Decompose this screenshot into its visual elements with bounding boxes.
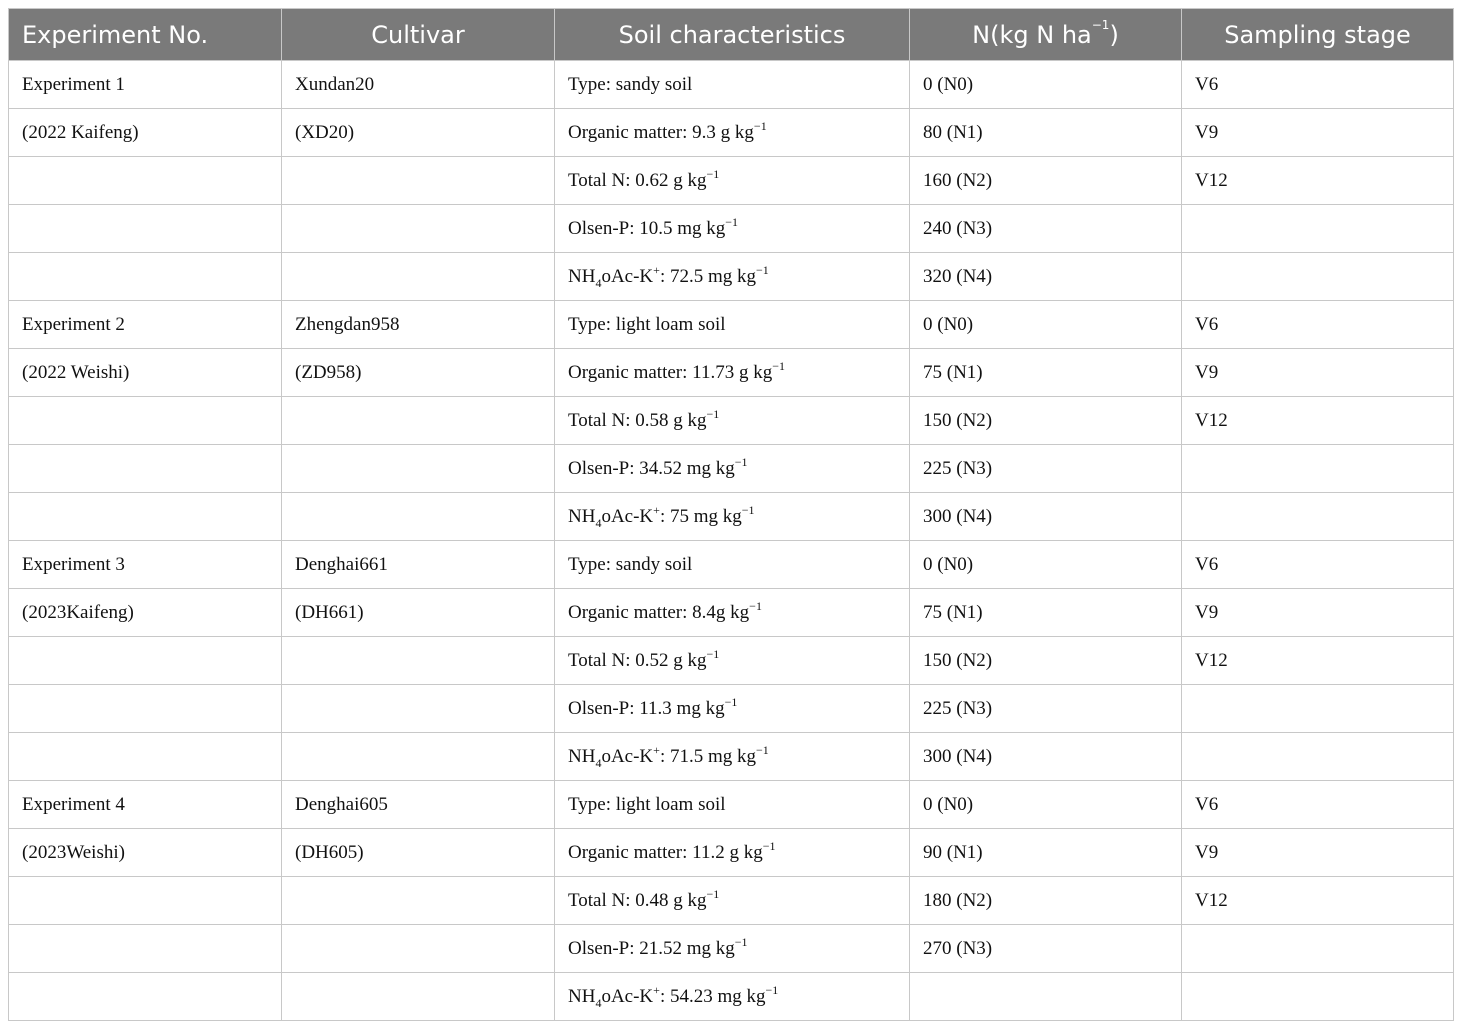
cell-stage bbox=[1182, 973, 1454, 1021]
cell-cultivar: Xundan20 bbox=[282, 61, 555, 109]
cell-n-rate: 300 (N4) bbox=[910, 733, 1182, 781]
cell-soil bbox=[555, 541, 910, 589]
header-experiment: Experiment No. bbox=[9, 9, 282, 61]
cell-stage bbox=[1182, 925, 1454, 973]
cell-cultivar bbox=[282, 397, 555, 445]
soil-nh-subscript: 4 bbox=[595, 755, 602, 770]
cell-soil bbox=[555, 301, 910, 349]
soil-unit-superscript: −1 bbox=[772, 358, 785, 373]
soil-text: Total N: 0.62 g kg bbox=[568, 169, 707, 191]
soil-nh-suffix: oAc-K bbox=[601, 985, 654, 1007]
soil-unit-superscript: −1 bbox=[724, 694, 738, 709]
soil-unit-superscript: −1 bbox=[706, 646, 720, 661]
table-row bbox=[9, 61, 1454, 109]
cell-soil bbox=[555, 109, 910, 157]
cell-stage: V6 bbox=[1182, 61, 1454, 109]
soil-text: Organic matter: 9.3 g kg bbox=[568, 121, 754, 143]
cell-cultivar: (DH661) bbox=[282, 589, 555, 637]
soil-unit-superscript: −1 bbox=[753, 118, 767, 133]
table-row bbox=[9, 877, 1454, 925]
cell-cultivar bbox=[282, 157, 555, 205]
cell-cultivar: (ZD958) bbox=[282, 349, 555, 397]
cell-experiment: Experiment 3 bbox=[9, 541, 282, 589]
cell-stage: V12 bbox=[1182, 637, 1454, 685]
table-header bbox=[9, 9, 1454, 61]
cell-soil bbox=[555, 637, 910, 685]
soil-unit-superscript: −1 bbox=[765, 982, 779, 997]
soil-unit-superscript: −1 bbox=[762, 838, 776, 853]
cell-n-rate: 80 (N1) bbox=[910, 109, 1182, 157]
cell-stage bbox=[1182, 253, 1454, 301]
cell-stage: V6 bbox=[1182, 301, 1454, 349]
cell-stage: V12 bbox=[1182, 877, 1454, 925]
soil-nh-prefix: NH bbox=[568, 745, 596, 767]
soil-text: Organic matter: 11.2 g kg bbox=[568, 841, 763, 863]
header-cultivar: Cultivar bbox=[282, 9, 555, 61]
cell-soil bbox=[555, 253, 910, 301]
header-row bbox=[9, 9, 1454, 61]
header-n-rate bbox=[910, 9, 1182, 61]
soil-text: Total N: 0.58 g kg bbox=[568, 409, 707, 431]
table-row bbox=[9, 829, 1454, 877]
soil-nh-subscript: 4 bbox=[595, 515, 602, 530]
soil-text: Total N: 0.52 g kg bbox=[568, 649, 707, 671]
cell-cultivar bbox=[282, 685, 555, 733]
soil-unit-superscript: −1 bbox=[734, 934, 748, 949]
cell-cultivar bbox=[282, 877, 555, 925]
table-body bbox=[9, 61, 1454, 1021]
header-n-superscript: −1 bbox=[1091, 17, 1110, 32]
cell-n-rate: 225 (N3) bbox=[910, 445, 1182, 493]
table-row bbox=[9, 397, 1454, 445]
cell-n-rate: 150 (N2) bbox=[910, 637, 1182, 685]
soil-text: Type: sandy soil bbox=[568, 73, 693, 95]
cell-n-rate: 240 (N3) bbox=[910, 205, 1182, 253]
soil-text: Type: light loam soil bbox=[568, 313, 726, 335]
cell-soil bbox=[555, 349, 910, 397]
table-row bbox=[9, 733, 1454, 781]
cell-cultivar bbox=[282, 253, 555, 301]
soil-nh-suffix: oAc-K bbox=[601, 265, 654, 287]
soil-nh-prefix: NH bbox=[568, 265, 596, 287]
cell-n-rate: 0 (N0) bbox=[910, 541, 1182, 589]
cell-cultivar bbox=[282, 445, 555, 493]
experiment-table bbox=[8, 8, 1454, 1021]
soil-text: Organic matter: 11.73 g kg bbox=[568, 361, 773, 383]
soil-text: Olsen-P: 11.3 mg kg bbox=[568, 697, 725, 719]
cell-n-rate: 150 (N2) bbox=[910, 397, 1182, 445]
cell-n-rate: 180 (N2) bbox=[910, 877, 1182, 925]
soil-nh-superscript: + bbox=[653, 502, 660, 517]
cell-experiment bbox=[9, 397, 282, 445]
table-row bbox=[9, 349, 1454, 397]
soil-text: : 75 mg kg bbox=[659, 505, 742, 527]
table-row bbox=[9, 205, 1454, 253]
cell-stage: V9 bbox=[1182, 109, 1454, 157]
cell-stage bbox=[1182, 733, 1454, 781]
cell-stage: V6 bbox=[1182, 781, 1454, 829]
cell-stage: V9 bbox=[1182, 349, 1454, 397]
cell-experiment: Experiment 4 bbox=[9, 781, 282, 829]
cell-soil bbox=[555, 829, 910, 877]
cell-soil bbox=[555, 493, 910, 541]
cell-n-rate: 0 (N0) bbox=[910, 781, 1182, 829]
soil-unit-superscript: −1 bbox=[706, 166, 720, 181]
soil-nh-suffix: oAc-K bbox=[601, 505, 654, 527]
table-row bbox=[9, 973, 1454, 1021]
soil-nh-prefix: NH bbox=[568, 505, 596, 527]
cell-n-rate: 90 (N1) bbox=[910, 829, 1182, 877]
table-row bbox=[9, 109, 1454, 157]
cell-experiment: Experiment 2 bbox=[9, 301, 282, 349]
soil-nh-superscript: + bbox=[653, 982, 660, 997]
soil-text: Olsen-P: 10.5 mg kg bbox=[568, 217, 726, 239]
table-row bbox=[9, 301, 1454, 349]
soil-text: : 54.23 mg kg bbox=[659, 985, 766, 1007]
soil-unit-superscript: −1 bbox=[756, 262, 769, 277]
cell-experiment bbox=[9, 925, 282, 973]
soil-unit-superscript: −1 bbox=[756, 742, 769, 757]
soil-text: Olsen-P: 34.52 mg kg bbox=[568, 457, 735, 479]
soil-nh-suffix: oAc-K bbox=[601, 745, 654, 767]
cell-cultivar: (XD20) bbox=[282, 109, 555, 157]
cell-n-rate: 320 (N4) bbox=[910, 253, 1182, 301]
soil-nh-superscript: + bbox=[653, 262, 660, 277]
cell-experiment: (2022 Weishi) bbox=[9, 349, 282, 397]
cell-soil bbox=[555, 589, 910, 637]
cell-soil bbox=[555, 157, 910, 205]
cell-n-rate: 0 (N0) bbox=[910, 301, 1182, 349]
soil-text: Total N: 0.48 g kg bbox=[568, 889, 707, 911]
table-row bbox=[9, 445, 1454, 493]
soil-unit-superscript: −1 bbox=[706, 406, 720, 421]
cell-soil bbox=[555, 445, 910, 493]
cell-experiment bbox=[9, 253, 282, 301]
cell-cultivar bbox=[282, 925, 555, 973]
header-n-text: N(kg N ha bbox=[972, 20, 1092, 49]
cell-soil bbox=[555, 397, 910, 445]
cell-experiment bbox=[9, 445, 282, 493]
cell-cultivar bbox=[282, 637, 555, 685]
cell-cultivar: (DH605) bbox=[282, 829, 555, 877]
table-row bbox=[9, 157, 1454, 205]
header-n-close: ) bbox=[1109, 20, 1119, 49]
cell-experiment: (2023Kaifeng) bbox=[9, 589, 282, 637]
cell-soil bbox=[555, 973, 910, 1021]
cell-n-rate: 225 (N3) bbox=[910, 685, 1182, 733]
cell-stage: V12 bbox=[1182, 157, 1454, 205]
cell-soil bbox=[555, 61, 910, 109]
soil-unit-superscript: −1 bbox=[741, 502, 755, 517]
table-row bbox=[9, 493, 1454, 541]
soil-text: : 71.5 mg kg bbox=[659, 745, 756, 767]
soil-text: Type: light loam soil bbox=[568, 793, 726, 815]
cell-stage bbox=[1182, 445, 1454, 493]
cell-soil bbox=[555, 781, 910, 829]
cell-soil bbox=[555, 685, 910, 733]
cell-n-rate: 160 (N2) bbox=[910, 157, 1182, 205]
cell-stage bbox=[1182, 493, 1454, 541]
cell-experiment bbox=[9, 877, 282, 925]
header-stage: Sampling stage bbox=[1182, 9, 1454, 61]
cell-stage: V12 bbox=[1182, 397, 1454, 445]
table-row bbox=[9, 253, 1454, 301]
soil-nh-subscript: 4 bbox=[595, 995, 602, 1010]
cell-soil bbox=[555, 925, 910, 973]
cell-experiment bbox=[9, 493, 282, 541]
cell-n-rate: 300 (N4) bbox=[910, 493, 1182, 541]
cell-experiment bbox=[9, 973, 282, 1021]
cell-stage: V9 bbox=[1182, 829, 1454, 877]
cell-n-rate: 270 (N3) bbox=[910, 925, 1182, 973]
cell-experiment bbox=[9, 205, 282, 253]
soil-text: : 72.5 mg kg bbox=[659, 265, 756, 287]
soil-unit-superscript: −1 bbox=[734, 454, 748, 469]
table-row bbox=[9, 925, 1454, 973]
cell-n-rate: 75 (N1) bbox=[910, 589, 1182, 637]
header-soil: Soil characteristics bbox=[555, 9, 910, 61]
soil-text: Olsen-P: 21.52 mg kg bbox=[568, 937, 735, 959]
soil-nh-prefix: NH bbox=[568, 985, 596, 1007]
cell-cultivar bbox=[282, 973, 555, 1021]
cell-soil bbox=[555, 205, 910, 253]
cell-experiment bbox=[9, 157, 282, 205]
soil-text: Organic matter: 8.4g kg bbox=[568, 601, 750, 623]
table-row bbox=[9, 685, 1454, 733]
cell-stage: V6 bbox=[1182, 541, 1454, 589]
soil-text: Type: sandy soil bbox=[568, 553, 693, 575]
soil-nh-subscript: 4 bbox=[595, 275, 602, 290]
cell-cultivar bbox=[282, 733, 555, 781]
cell-stage bbox=[1182, 685, 1454, 733]
table-row bbox=[9, 589, 1454, 637]
cell-cultivar: Zhengdan958 bbox=[282, 301, 555, 349]
cell-experiment bbox=[9, 685, 282, 733]
cell-stage bbox=[1182, 205, 1454, 253]
table-row bbox=[9, 781, 1454, 829]
cell-stage: V9 bbox=[1182, 589, 1454, 637]
soil-unit-superscript: −1 bbox=[725, 214, 739, 229]
cell-n-rate bbox=[910, 973, 1182, 1021]
cell-n-rate: 0 (N0) bbox=[910, 61, 1182, 109]
cell-cultivar bbox=[282, 205, 555, 253]
cell-experiment: (2023Weishi) bbox=[9, 829, 282, 877]
table-row bbox=[9, 541, 1454, 589]
table-row bbox=[9, 637, 1454, 685]
cell-experiment bbox=[9, 637, 282, 685]
cell-soil bbox=[555, 733, 910, 781]
cell-cultivar: Denghai661 bbox=[282, 541, 555, 589]
cell-soil bbox=[555, 877, 910, 925]
cell-experiment: (2022 Kaifeng) bbox=[9, 109, 282, 157]
cell-experiment bbox=[9, 733, 282, 781]
cell-experiment: Experiment 1 bbox=[9, 61, 282, 109]
soil-nh-superscript: + bbox=[653, 742, 660, 757]
cell-n-rate: 75 (N1) bbox=[910, 349, 1182, 397]
soil-unit-superscript: −1 bbox=[706, 886, 720, 901]
cell-cultivar: Denghai605 bbox=[282, 781, 555, 829]
soil-unit-superscript: −1 bbox=[749, 598, 762, 613]
cell-cultivar bbox=[282, 493, 555, 541]
